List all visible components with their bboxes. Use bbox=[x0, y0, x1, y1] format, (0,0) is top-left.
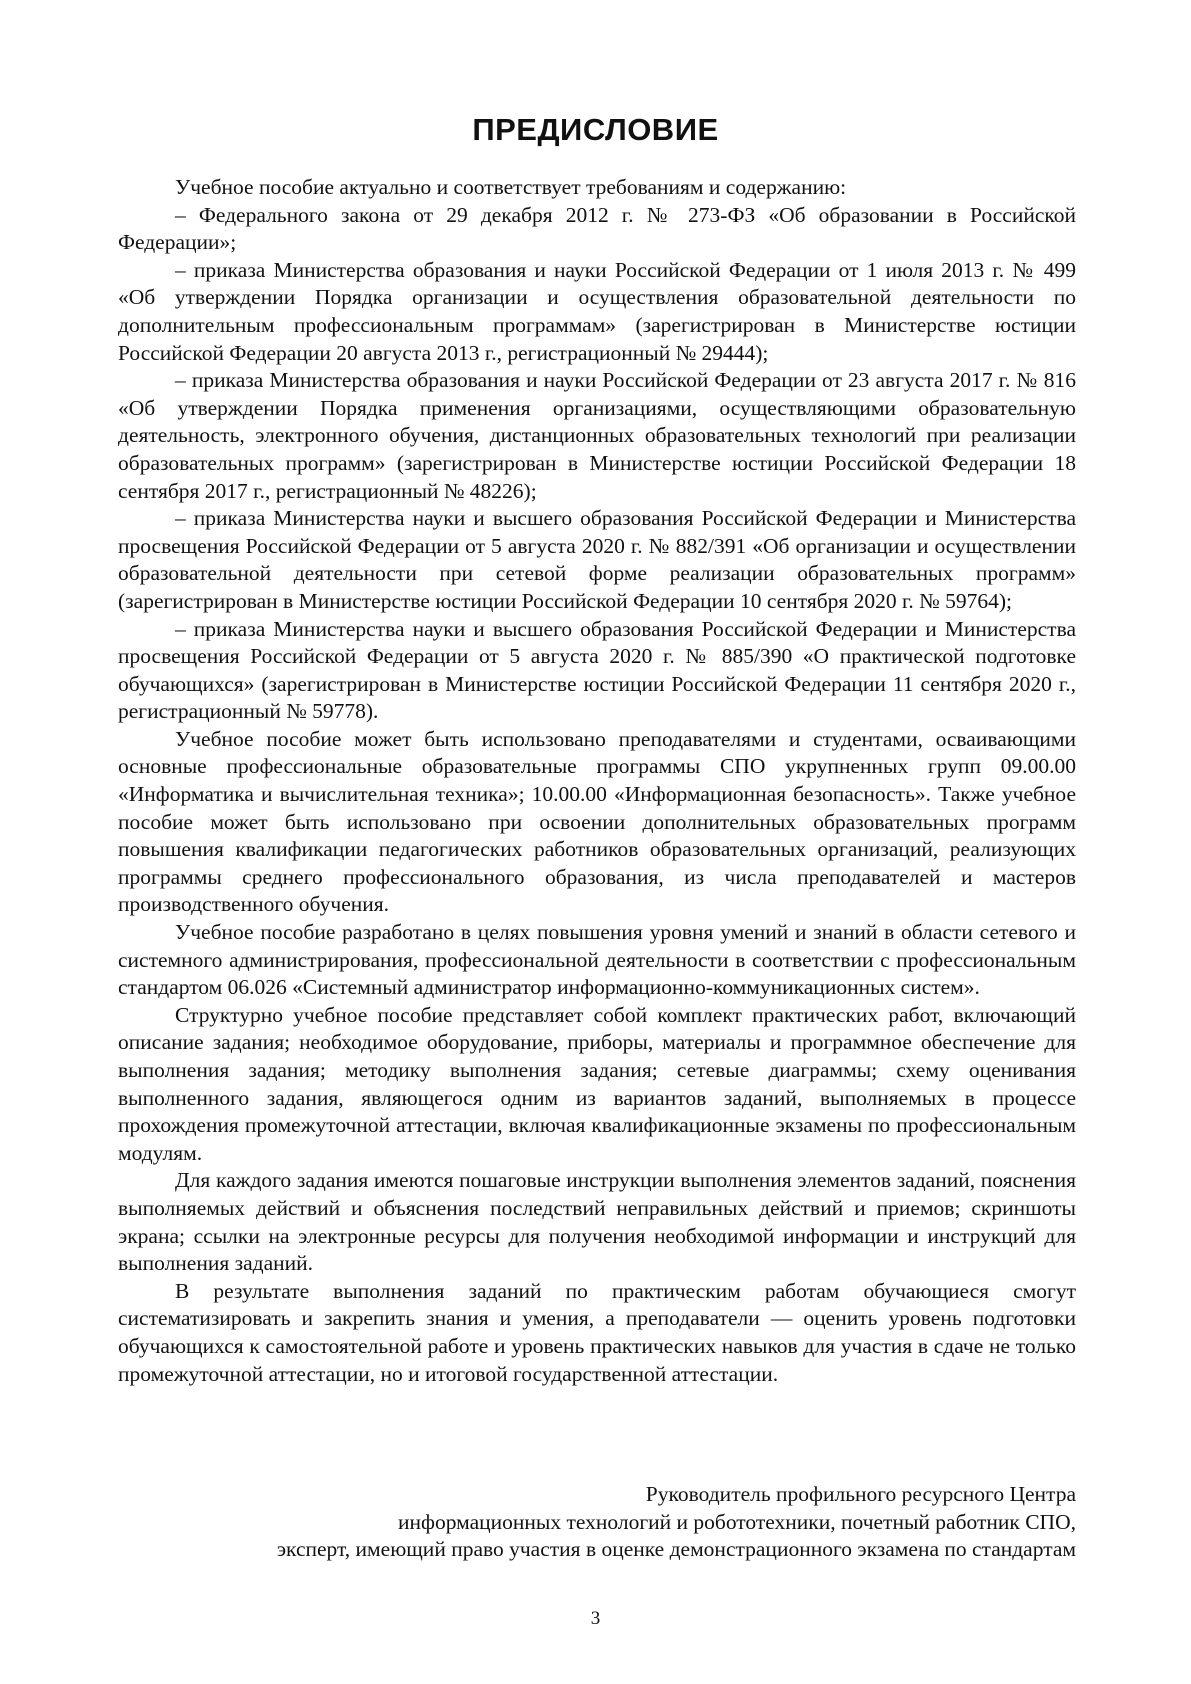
preface-body bbox=[118, 174, 1076, 1388]
author-signature bbox=[118, 1481, 1076, 1564]
paragraph-results: В результате выполнения заданий по практическим работам обучающиеся смогут систематизировать и закрепить знания и умения, а преподаватели — оценить уровень подготовки обучающихся к самостоятельной работе и уровень практических навыков для участия в сдаче не только промежуточной аттестации, но и итоговой государственной аттестации. bbox=[118, 1278, 1076, 1386]
paragraph-order-882: – приказа Министерства науки и высшего образования Российской Федерации и Министерства просвещения Российской Федерации от 5 августа 2020 г. № 882/391 «Об организации и осуществлении образовательной деятельности при сетевой форме реализации образовательных программ» (зарегистрирован в Министерстве юстиции Российской Федерации 10 сентября 2020 г. № 59764); bbox=[118, 506, 1076, 613]
paragraph-purpose: Учебное пособие разработано в целях повышения уровня умений и знаний в области сетевого и системного администрирования, профессиональной деятельности в соответствии с профессиональным стандартом 06.026 «Системный администратор информационно-коммуникационных систем». bbox=[118, 920, 1076, 1000]
page-number: 3 bbox=[590, 1608, 601, 1629]
paragraph-order-816: – приказа Министерства образования и науки Российской Федерации от 23 августа 2017 г. № 816 «Об утверждении Порядка применения организациями, осуществляющими образовательную деятельность, электронного обучения, дистанционных образовательных технологий при реализации образовательных программ» (зарегистрирован в Министерстве юстиции Российской Федерации 18 сентября 2017 г., регистрационный № 48226); bbox=[118, 368, 1076, 503]
paragraph-intro: Учебное пособие актуально и соответствует требованиям и содержанию: bbox=[175, 175, 847, 199]
paragraph-audience: Учебное пособие может быть использовано преподавателями и студентами, осваивающими основные профессиональные образовательные программы СПО укрупненных групп 09.00.00 «Информатика и вычислительная техника»; 10.00.00 «Информационная безопасность». Также учебное пособие может быть использовано при освоении дополнительных образовательных программ повышения квалификации педагогических работников образовательных организаций, реализующих программы среднего профессионального образования, из числа преподавателей и мастеров производственного обучения. bbox=[118, 726, 1076, 917]
signature-line: информационных технологий и робототехники, почетный работник СПО, bbox=[398, 1509, 1076, 1534]
paragraph-federal-law: – Федерального закона от 29 декабря 2012 г. № 273-ФЗ «Об образовании в Российской Федерации»; bbox=[118, 202, 1076, 255]
signature-line: эксперт, имеющий право участия в оценке демонстрационного экзамена по стандартам bbox=[276, 1537, 1076, 1562]
signature-line: Руководитель профильного ресурсного Центра bbox=[645, 1482, 1076, 1506]
paragraph-order-885: – приказа Министерства науки и высшего образования Российской Федерации и Министерства просвещения Российской Федерации от 5 августа 2020 г. № 885/390 «О практической подготовке обучающихся» (зарегистрирован в Министерстве юстиции Российской Федерации 11 сентября 2020 г., регистрационный № 59778). bbox=[118, 616, 1076, 724]
paragraph-structure: Структурно учебное пособие представляет собой комплект практических работ, включающий описание задания; необходимое оборудование, приборы, материалы и программное обеспечение для выполнения задания; методику выполнения задания; сетевые диаграммы; схему оценивания выполненного задания, являющегося одним из вариантов заданий, выполняемых в процессе прохождения промежуточной аттестации, включая квалификационные экзамены по профессиональным модулям. bbox=[118, 1002, 1076, 1165]
page-title: ПРЕДИСЛОВИЕ bbox=[472, 112, 719, 147]
paragraph-instructions: Для каждого задания имеются пошаговые инструкции выполнения элементов заданий, пояснения выполняемых действий и объяснения последствий неправильных действий и приемов; скриншоты экрана; ссылки на электронные ресурсы для получения необходимой информации и инструкций для выполнения заданий. bbox=[118, 1168, 1076, 1276]
paragraph-order-499: – приказа Министерства образования и науки Российской Федерации от 1 июля 2013 г. № 499 «Об утверждении Порядка организации и осуществления образовательной деятельности по дополнительным профессиональным программам» (зарегистрирован в Министерстве юстиции Российской Федерации 20 августа 2013 г., регистрационный № 29444); bbox=[118, 257, 1076, 365]
